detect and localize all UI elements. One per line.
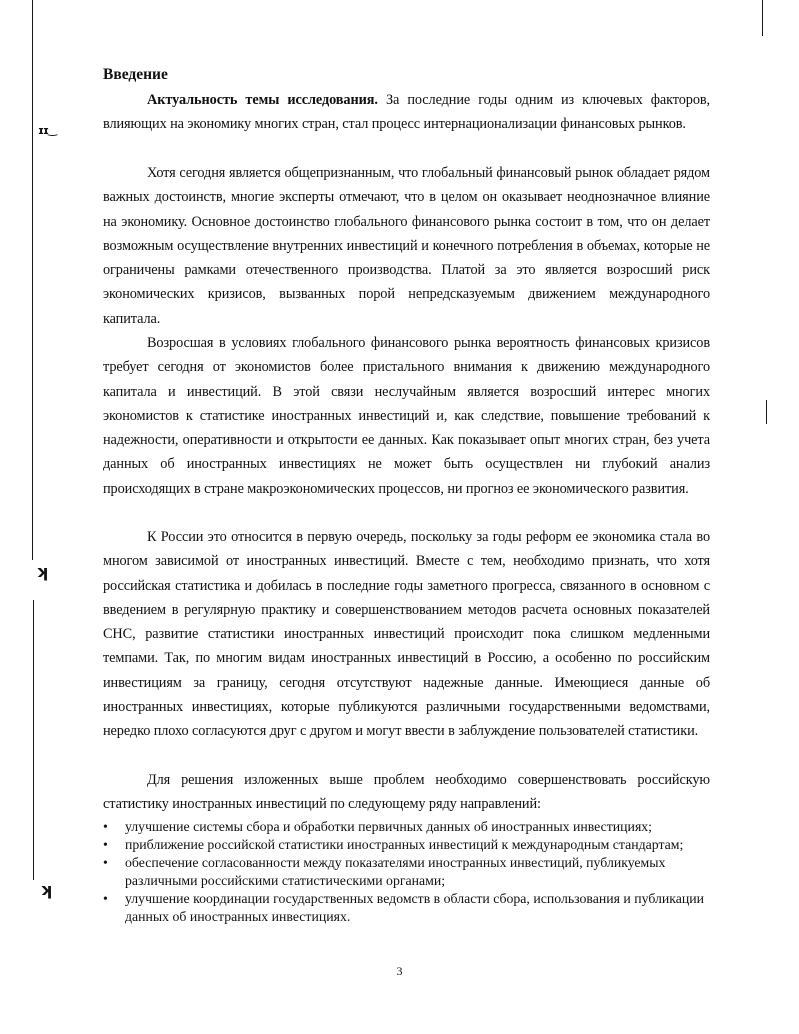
paragraph-lead: Актуальность темы исследования. (147, 92, 378, 108)
paragraph: Хотя сегодня является общепризнанным, что глобальный финансовый рынок обладает рядом важных достоинств, многие эксперты отмечают, что в целом он оказывает неоднозначное влияние на экономику. Основное достоинство глобального финансового рынка состоит в том, что он делает возможным осуществление внутренних инвестиций и конечного потребления в объемах, которые не ограничены рамками отечественного производства. Платой за это является возросший риск экономических кризисов, вызванных порой непредсказуемым движением международного капитала. (103, 165, 710, 327)
list-item-text: улучшение системы сбора и обработки первичных данных об иностранных инвестициях; (125, 819, 653, 834)
bullet-icon: • (103, 855, 108, 870)
page-number: 3 (396, 964, 403, 978)
scan-edge-line (32, 0, 33, 560)
list-item (103, 890, 715, 926)
list-item (103, 836, 715, 854)
section-heading: Введение (103, 66, 168, 83)
bullet-icon: • (103, 837, 108, 852)
scan-edge-line (762, 0, 763, 36)
list-item-text: обеспечение согласованности между показателями иностранных инвестиций, публикуемых различными российскими статистическими органами; (125, 855, 666, 888)
paragraph: Для решения изложенных выше проблем необходимо совершенствовать российскую статистику иностранных инвестиций по следующему ряду направлений: (103, 772, 710, 813)
list-item-text: улучшение координации государственных ведомств в области сбора, использования и публикации данных об иностранных инвестициях. (125, 891, 705, 924)
scan-edge-line (33, 600, 34, 880)
paragraph-text: За последние годы одним из ключевых факторов, влияющих на экономику многих стран, стал процесс интернационализации финансовых рынков. (103, 92, 710, 133)
bullet-icon: • (103, 819, 108, 834)
scan-edge-line (766, 400, 767, 424)
bullet-list (103, 818, 715, 926)
paragraph (103, 88, 710, 137)
scan-artifact-mark: ɪɪ‿ (38, 124, 57, 137)
bullet-icon: • (103, 891, 108, 906)
list-item (103, 854, 715, 890)
scan-artifact-mark: ʞ (40, 880, 52, 899)
list-item-text: приближение российской статистики иностранных инвестиций к международным стандартам; (125, 837, 684, 852)
scan-artifact-mark: ʞ (36, 562, 48, 581)
paragraph: К России это относится в первую очередь, поскольку за годы реформ ее экономика стала во многом зависимой от иностранных инвестиций. Вместе с тем, необходимо признать, что хотя российская статистика и добилась в последние годы заметного прогресса, связанного в основном с введением в регулярную практику и совершенствованием методов расчета основных показателей СНС, развитие статистики иностранных инвестиций происходит пока слишком медленными темпами. Так, по многим видам иностранных инвестиций в Россию, а особенно по российским инвестициям за границу, сегодня отсутствуют надежные данные. Имеющиеся данные об иностранных инвестициях, которые публикуются различными государственными ведомствами, нередко плохо согласуются друг с другом и могут ввести в заблуждение пользователей статистики. (103, 529, 710, 740)
list-item (103, 818, 715, 836)
paragraph: Возросшая в условиях глобального финансового рынка вероятность финансовых кризисов требует сегодня от экономистов более пристального внимания к движению международного капитала и инвестиций. В этой связи неслучайным является возросший интерес многих экономистов к статистике иностранных инвестиций и, как следствие, повышение требований к надежности, оперативности и открытости ее данных. Как показывает опыт многих стран, без учета данных об иностранных инвестициях не может быть осуществлен ни глубокий анализ происходящих в стране макроэкономических процессов, ни прогноз ее экономического развития. (103, 335, 710, 497)
